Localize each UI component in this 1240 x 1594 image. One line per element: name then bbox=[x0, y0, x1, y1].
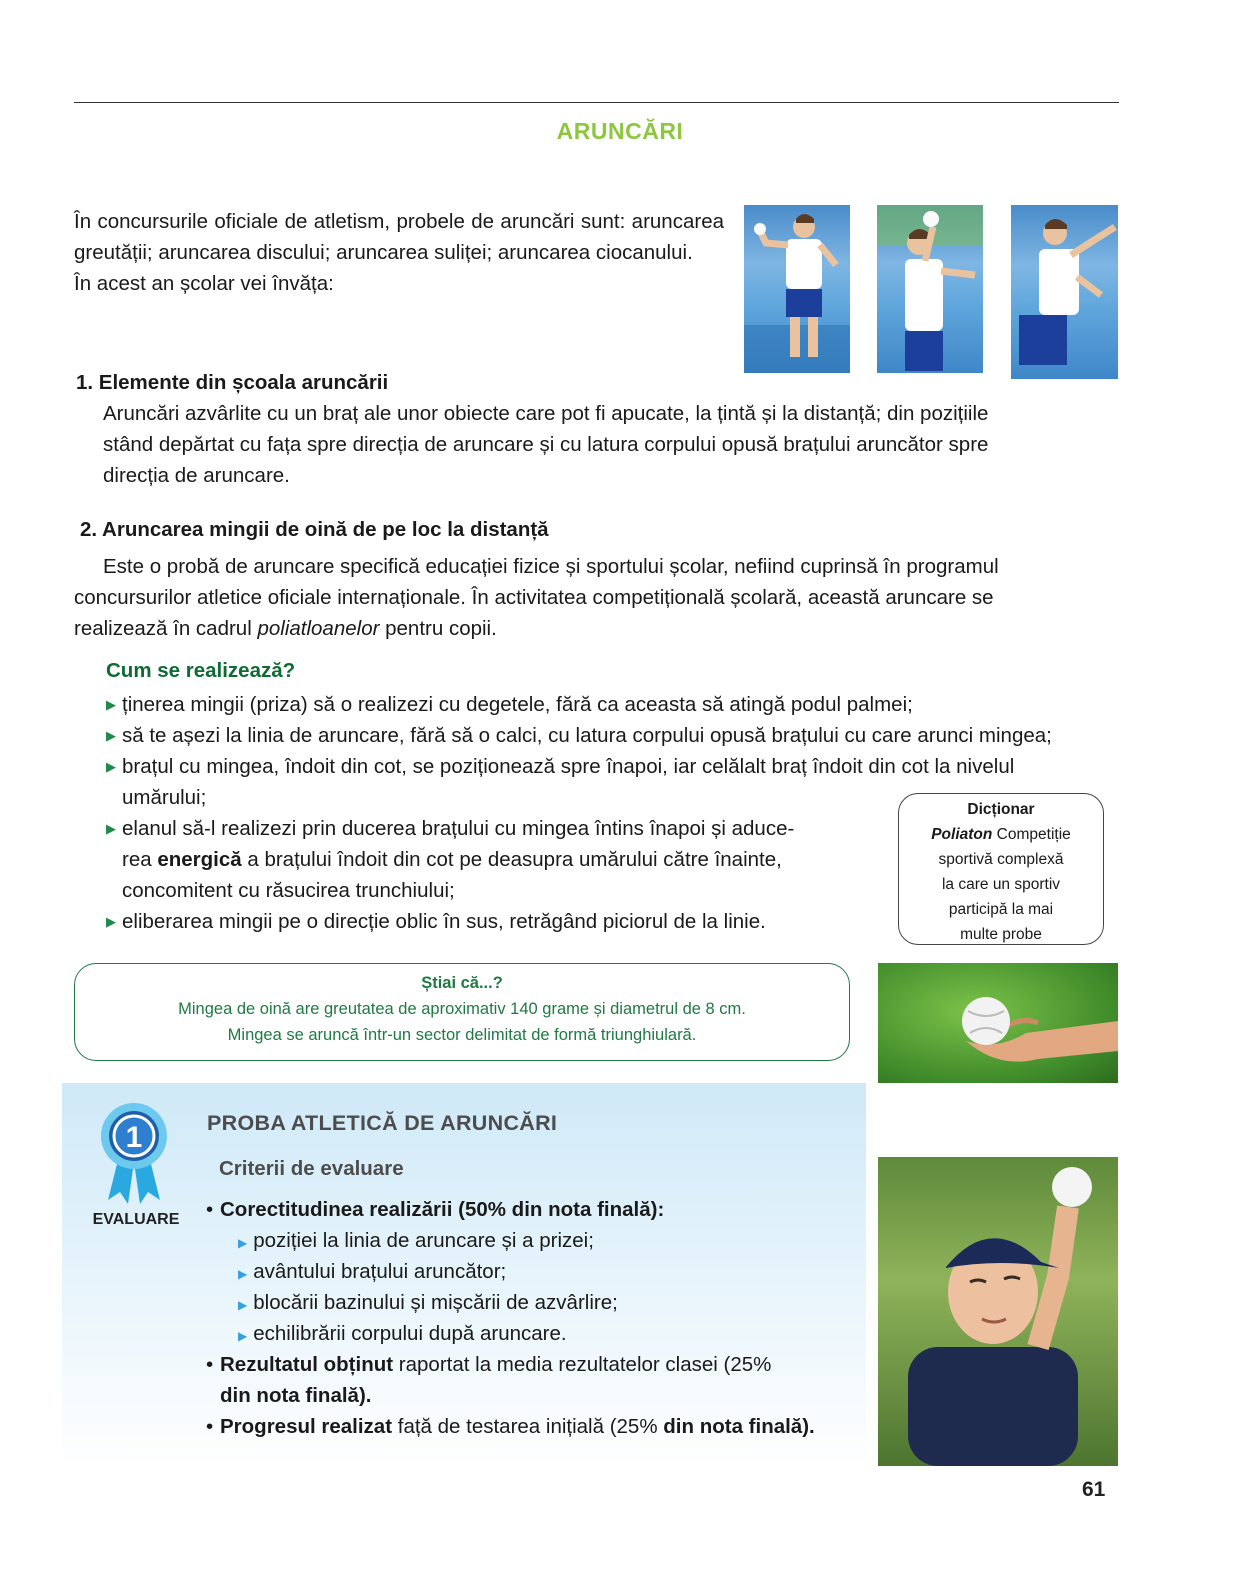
evaluation-label: EVALUARE bbox=[92, 1211, 180, 1228]
criterion-1-sub: ▶ blocării bazinului și mișcării de azvârlire; bbox=[238, 1291, 618, 1314]
how-item: ▶ să te așezi la linia de aruncare, fără să o calci, cu latura corpului opusă brațului cu care arunci mingea; bbox=[74, 720, 1124, 751]
bullet-triangle-icon: ▶ bbox=[238, 1329, 248, 1343]
photo-boy-throwing bbox=[878, 1157, 1118, 1466]
section2-heading: 2. Aruncarea mingii de oină de pe loc la distanță bbox=[80, 518, 549, 541]
how-item: ▶ eliberarea mingii pe o direcție oblic în sus, retrăgând piciorul de la linie. bbox=[74, 906, 1124, 937]
hand-ball-illustration bbox=[878, 963, 1118, 1083]
criterion-1-sub: ▶ avântului brațului aruncător; bbox=[238, 1260, 507, 1283]
how-item: ▶ elanul să-l realizezi prin ducerea brațului cu mingea întins înapoi și aduce- rea energică a brațului îndoit din cot pe deasupra umărului către înainte, concomitent cu răsucirea trunchiului; bbox=[74, 813, 1124, 906]
section2-line bbox=[74, 613, 1124, 644]
top-rule bbox=[74, 102, 1119, 103]
intro-paragraph: În concursurile oficiale de atletism, probele de aruncări sunt: aruncarea greutății; aruncarea discului; aruncarea suliței; aruncarea ciocanului. bbox=[74, 210, 724, 264]
evaluation-badge-icon bbox=[98, 1102, 170, 1208]
did-you-know-box bbox=[74, 963, 850, 1061]
dictionary-line: multe probe bbox=[960, 926, 1042, 943]
did-you-know-title: Știai că...? bbox=[421, 974, 503, 992]
page-title: ARUNCĂRI bbox=[556, 118, 684, 144]
page-number: 61 bbox=[1082, 1478, 1106, 1501]
boy-cap-illustration bbox=[878, 1157, 1118, 1466]
section2-line3-text: realizează în cadrul bbox=[74, 617, 258, 640]
section1-line: stând depărtat cu fața spre direcția de aruncare și cu latura corpului opusă brațului aruncător spre bbox=[103, 433, 989, 456]
how-heading: Cum se realizează? bbox=[106, 659, 296, 682]
section2-line: Este o probă de aruncare specifică educației fizice și sportului școlar, nefiind cuprinsă în programul bbox=[103, 555, 999, 578]
intro-paragraph-2: În acest an școlar vei învăța: bbox=[74, 272, 334, 295]
photo-ball-in-hand bbox=[878, 963, 1118, 1083]
did-you-know-line: Mingea se aruncă într-un sector delimitat de formă triunghiulară. bbox=[227, 1026, 697, 1044]
dictionary-line: participă la mai bbox=[948, 901, 1054, 918]
bullet-triangle-icon: ▶ bbox=[106, 914, 116, 929]
boy-throwing-illustration bbox=[1011, 205, 1118, 379]
criteria-heading: Criterii de evaluare bbox=[219, 1157, 404, 1180]
criterion-3: • Progresul realizat față de testarea inițială (25% din nota finală). bbox=[206, 1415, 815, 1438]
how-item: ▶ brațul cu mingea, îndoit din cot, se poziționează spre înapoi, iar celălalt braț îndoit din cot la nivelul umărului; bbox=[74, 751, 1124, 813]
section1-text bbox=[103, 398, 1123, 491]
section2-line3-end: pentru copii. bbox=[379, 617, 497, 640]
intro-text bbox=[74, 206, 724, 299]
dictionary-line: sportivă complexă bbox=[938, 851, 1064, 868]
bullet-triangle-icon: ▶ bbox=[106, 821, 116, 836]
criterion-2: • Rezultatul obținut raportat la media rezultatelor clasei (25% bbox=[206, 1353, 772, 1376]
photo-throw-2 bbox=[877, 205, 983, 373]
dictionary-definition: Poliaton Competiție bbox=[931, 826, 1071, 843]
criterion-1-sub: ▶ echilibrării corpului după aruncare. bbox=[238, 1322, 567, 1345]
bullet-triangle-icon: ▶ bbox=[238, 1267, 248, 1281]
bullet-triangle-icon: ▶ bbox=[106, 697, 116, 712]
photo-throw-3 bbox=[1011, 205, 1118, 379]
dictionary-line: la care un sportiv bbox=[941, 876, 1061, 893]
section1-line: Aruncări azvârlite cu un braț ale unor obiecte care pot fi apucate, la țintă și la distanță; din pozițiile bbox=[103, 402, 989, 425]
bullet-triangle-icon: ▶ bbox=[106, 759, 116, 774]
criterion-1: • Corectitudinea realizării (50% din nota finală): bbox=[206, 1198, 665, 1221]
how-item: ▶ ținerea mingii (priza) să o realizezi cu degetele, fără ca aceasta să atingă podul palmei; bbox=[74, 689, 1124, 720]
dictionary-title: Dicționar bbox=[967, 801, 1035, 818]
bullet-triangle-icon: ▶ bbox=[106, 728, 116, 743]
evaluation-heading: PROBA ATLETICĂ DE ARUNCĂRI bbox=[207, 1111, 558, 1135]
badge-number: 1 bbox=[125, 1121, 143, 1154]
did-you-know-line: Mingea de oină are greutatea de aproximativ 140 grame și diametrul de 8 cm. bbox=[178, 1000, 746, 1018]
boy-throwing-illustration bbox=[877, 205, 983, 373]
criterion-2-cont: din nota finală). bbox=[220, 1384, 372, 1407]
section1-heading: 1. Elemente din școala aruncării bbox=[76, 371, 389, 394]
section1-line: direcția de aruncare. bbox=[103, 464, 290, 487]
dictionary-box bbox=[898, 793, 1104, 945]
poliatloane-term: poliatloanelor bbox=[257, 617, 380, 640]
section2-line: concursurilor atletice oficiale internaționale. În activitatea competițională școlară, această aruncare se bbox=[74, 586, 994, 609]
section2-text bbox=[74, 551, 1124, 644]
bullet-triangle-icon: ▶ bbox=[238, 1236, 248, 1250]
bullet-triangle-icon: ▶ bbox=[238, 1298, 248, 1312]
boy-throwing-illustration bbox=[744, 205, 850, 373]
photo-throw-1 bbox=[744, 205, 850, 373]
criterion-1-sub: ▶ poziției la linia de aruncare și a prizei; bbox=[238, 1229, 594, 1252]
